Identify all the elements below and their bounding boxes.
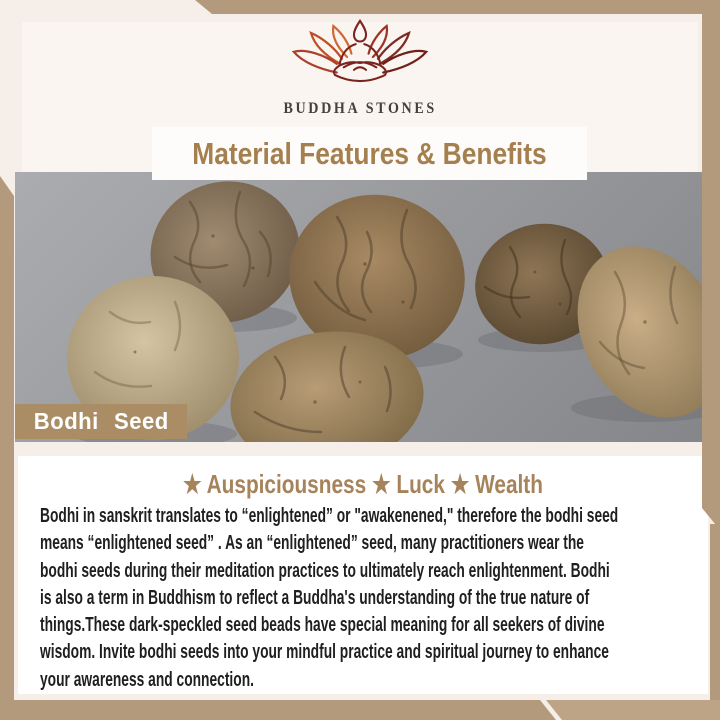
frame-right-lower <box>710 524 720 720</box>
bodhi-seeds-illustration <box>15 172 703 442</box>
paragraph-line: Bodhi in sanskrit translates to “enlightened” or "awakenened," therefore the bodhi seed <box>40 505 619 527</box>
frame-bottom-right <box>546 700 720 720</box>
lotus-meditation-logo-icon <box>275 14 445 100</box>
frame-bottom-left <box>0 700 556 720</box>
benefits-panel <box>18 456 708 694</box>
section-heading: Material Features & Benefits <box>192 135 547 171</box>
benefits-paragraph <box>40 503 720 694</box>
section-heading-banner <box>152 127 587 180</box>
frame-right-upper <box>702 0 720 530</box>
paragraph-line: means “enlightened seed” . As an “enlightened” seed, many practitioners wear the <box>40 532 584 555</box>
paragraph-line: bodhi seeds during their meditation practices to ultimately reach enlightenment. Bodhi <box>40 559 610 582</box>
photo-caption-text: Bodhi Seed <box>33 408 169 434</box>
paragraph-line: is also a term in Buddhism to reflect a Buddha's understanding of the true nature of <box>40 586 590 609</box>
benefits-tagline: ★ Auspiciousness ★ Luck ★ Wealth <box>183 469 543 499</box>
photo-caption-label <box>15 404 187 439</box>
paragraph-line: your awareness and connection. <box>40 668 254 691</box>
bodhi-seeds-photo <box>15 172 703 442</box>
paragraph-line: things.These dark-speckled seed beads have special meaning for all seekers of divine <box>40 614 605 637</box>
frame-left-bar <box>0 176 14 720</box>
paragraph-line: wisdom. Invite bodhi seeds into your mindful practice and spiritual journey to enhance <box>40 641 609 664</box>
frame-top-bar <box>195 0 720 14</box>
brand-name: BUDDHA STONES <box>283 100 437 117</box>
